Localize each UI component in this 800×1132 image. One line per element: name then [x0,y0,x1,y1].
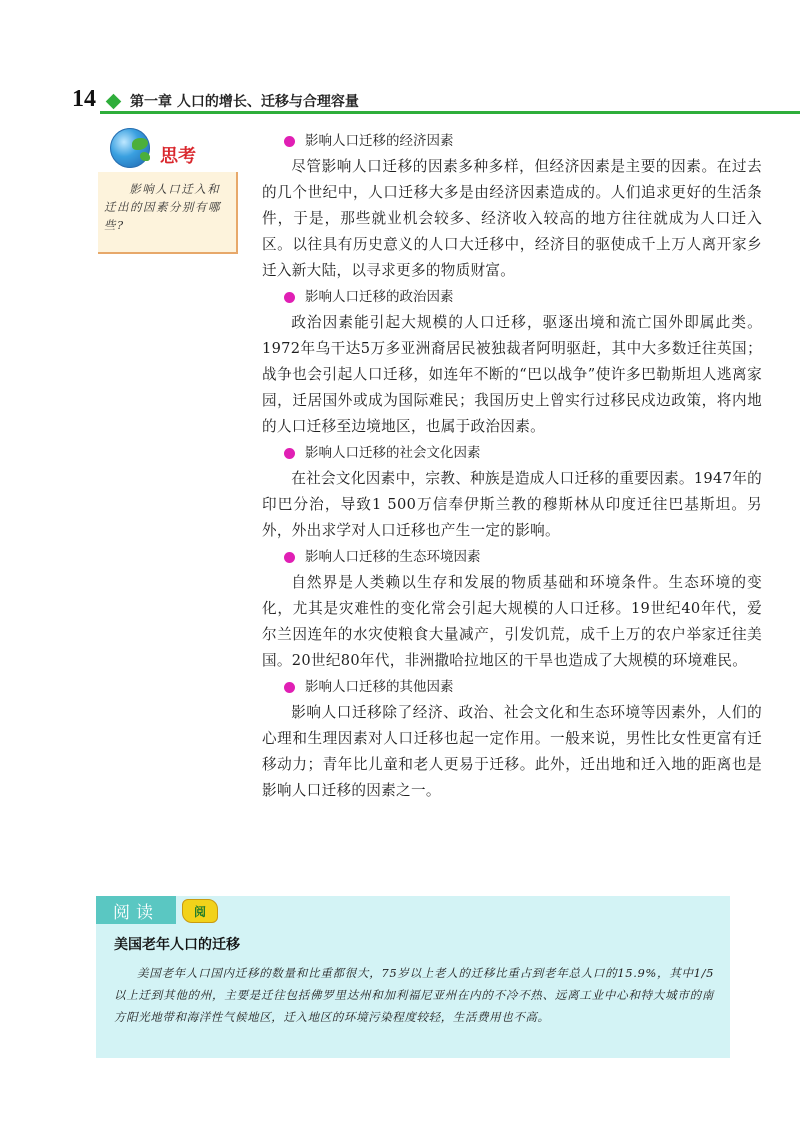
section-heading [262,128,762,154]
section-paragraph: 影响人口迁移除了经济、政治、社会文化和生态环境等因素外，人们的心理和生理因素对人口迁移也起一定作用。一般来说，男性比女性更富有迁移动力；青年比儿童和老人更易于迁移。此外，迁出地和迁入地的距离也是影响人口迁移的因素之一。 [262,704,762,799]
section-heading [262,284,762,310]
section-paragraph: 自然界是人类赖以生存和发展的物质基础和环境条件。生态环境的变化，尤其是灾难性的变化常会引起大规模的人口迁移。19世纪40年代，爱尔兰因连年的水灾使粮食大量减产，引发饥荒，成千上万的农户举家迁往美国。20世纪80年代，非洲撒哈拉地区的干旱也造成了大规模的环境难民。 [262,574,762,669]
chapter-title: 第一章 人口的增长、迁移与合理容量 [130,94,359,110]
reading-title: 美国老年人口的迁移 [114,937,240,953]
section-paragraph: 在社会文化因素中，宗教、种族是造成人口迁移的重要因素。1947年的印巴分治，导致1 500万信奉伊斯兰教的穆斯林从印度迁往巴基斯坦。另外，外出求学对人口迁移也产生一定的影响。 [262,470,762,539]
reading-icon: 阅 [182,899,218,923]
think-sidebar [98,128,238,253]
reading-tab: 阅读 [96,896,176,924]
section-heading-text: 影响人口迁移的政治因素 [305,289,454,305]
diamond-icon [106,94,122,110]
bullet-icon [284,448,295,459]
reading-box [96,896,730,1058]
think-question: 影响人口迁入和迁出的因素分别有哪些? [104,182,221,232]
page-number: 14 [72,86,96,112]
section-heading-text: 影响人口迁移的社会文化因素 [305,445,481,461]
section-heading-text: 影响人口迁移的生态环境因素 [305,549,481,565]
main-text [262,128,762,804]
section-heading [262,440,762,466]
bullet-icon [284,136,295,147]
section-paragraph: 政治因素能引起大规模的人口迁移，驱逐出境和流亡国外即属此类。1972年乌干达5万多亚洲裔居民被独裁者阿明驱赶，其中大多数迁往英国；战争也会引起人口迁移，如连年不断的“巴以战争”使许多巴勒斯坦人逃离家园，迁居国外或成为国际难民；我国历史上曾实行过移民戍边政策，将内地的人口迁移至边境地区，也属于政治因素。 [262,314,762,435]
reading-body: 美国老年人口国内迁移的数量和比重都很大，75岁以上老人的迁移比重占到老年总人口的15.9%，其中1/5以上迁到其他的州，主要是迁往包括佛罗里达州和加利福尼亚州在内的不冷不热、远离工业中心和特大城市的南方阳光地带和海洋性气候地区，迁入地区的环境污染程度较轻，生活费用也不高。 [114,966,714,1024]
header-rule [100,111,800,114]
bullet-icon [284,292,295,303]
bullet-icon [284,682,295,693]
think-panel [98,172,238,254]
globe-icon [110,128,150,168]
bullet-icon [284,552,295,563]
think-title: 思考 [160,146,196,167]
section-heading [262,674,762,700]
section-heading [262,544,762,570]
section-heading-text: 影响人口迁移的其他因素 [305,679,454,695]
section-paragraph: 尽管影响人口迁移的因素多种多样，但经济因素是主要的因素。在过去的几个世纪中，人口迁移大多是由经济因素造成的。人们追求更好的生活条件，于是，那些就业机会较多、经济收入较高的地方往往就成为人口迁入区。以往具有历史意义的人口大迁移中，经济目的驱使成千上万人离开家乡迁入新大陆，以寻求更多的物质财富。 [262,158,762,279]
section-heading-text: 影响人口迁移的经济因素 [305,133,454,149]
